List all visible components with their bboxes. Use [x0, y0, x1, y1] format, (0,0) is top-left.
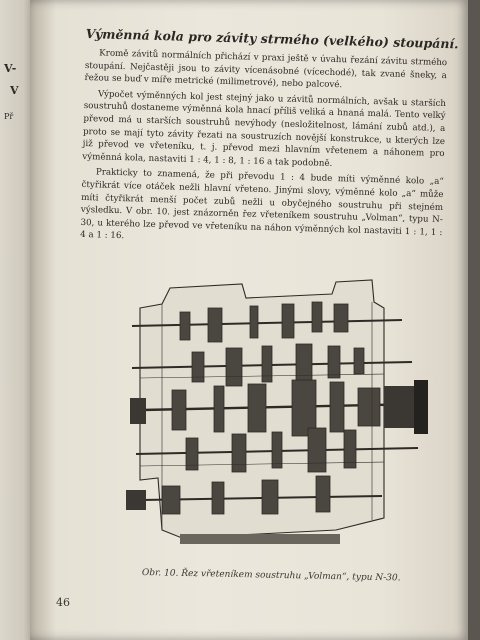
adjacent-page-edge — [0, 0, 34, 640]
paragraph: Kromě závitů normálních přichází v praxi ještě v úvahu řezání závitu strmého stoupání. Nejčastěji jsou to závity vícenásobné (vícechodé), tak zvané šneky, a řežou se buď v míře metrické (milimetrové), nebo palcové. — [84, 48, 448, 91]
adjacent-page-fragment: V — [10, 84, 19, 97]
adjacent-page-fragment: Př — [4, 112, 14, 121]
book-page — [30, 0, 468, 640]
section-title: Výměnná kola pro závity strmého (velkého) stoupání. — [85, 26, 459, 52]
adjacent-page-fragment: V- — [4, 62, 17, 75]
paragraph: Výpočet výměnných kol jest stejný jako u závitů normálních, avšak u starších soustruhů dostaneme výměnná kola hnací příliš veliká a hnaná malá. Tento velký převod má u starších soustruhů nevýhody (nesložitelnost, lámání zubů atd.), a proto se mají tyto závity řezati na soustruzích novější konstrukce, u kterých lze již převod ve vřeteníku, t. j. převod mezi hlavním vřetenem a náhonem pro výměnná kola, nastaviti 1 : 4, 1 : 8, 1 : 16 a tak podobně. — [82, 89, 447, 169]
page-number: 46 — [56, 596, 70, 609]
paragraph: Prakticky to znamená, že při převodu 1 : 4 bude míti výměnné kolo „a“ čtyřikrát více otáček nežli hlavní vřeteno. Jinými slovy, výměnné kolo „a“ může míti čtyřikrát menší počet zubů nežli u obyčejného soustruhu při stejném výsledku. V obr. 10. jest znázorněn řez vřeteníkem soustruhu „Volman“, typu N-30, u kterého lze převod ve vřeteníku na náhon výměnných kol nastaviti 1 : 1, 1 : 4 a 1 : 16. — [80, 167, 444, 242]
figure-caption: Obr. 10. Řez vřeteníkem soustruhu „Volman“, typu N-30. — [141, 568, 401, 584]
headstock-cross-section-drawing — [122, 268, 440, 564]
page-text-block — [80, 26, 459, 252]
